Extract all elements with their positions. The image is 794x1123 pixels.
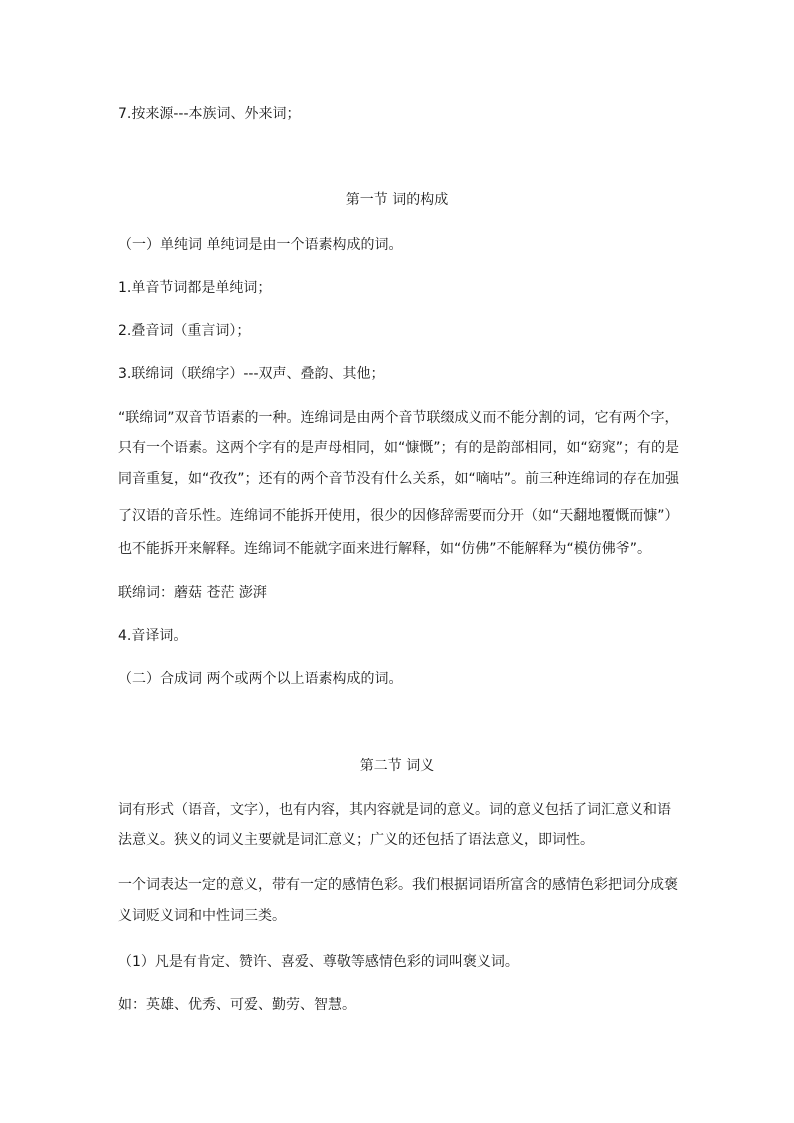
binome-paragraph-line-3: 同音重复，如“孜孜”；还有的两个音节没有什么关系，如“嘀咕”。前三种连绵词的存在加强 <box>118 471 680 487</box>
transliteration-item: 4.音译词。 <box>118 628 188 644</box>
binome-examples: 联绵词：蘑菇 苍茫 澎湃 <box>118 585 267 601</box>
monosyllabic-item: 1.单音节词都是单纯词； <box>118 280 272 296</box>
binome-paragraph-line-4: 了汉语的音乐性。连绵词不能拆开使用，很少的因修辞需要而分开（如“天翻地覆慨而慷”） <box>118 508 679 524</box>
binome-paragraph-line-5: 也不能拆开来解释。连绵词不能就字面来进行解释，如“仿佛”不能解释为“模仿佛爷”。 <box>118 541 652 557</box>
emotion-paragraph-line-2: 义词贬义词和中性词三类。 <box>118 908 286 924</box>
binome-paragraph-line-2: 只有一个语素。这两个字有的是声母相同，如“慷慨”；有的是韵部相同，如“窈窕”；有的是 <box>118 440 680 456</box>
section-1-title: 第一节 词的构成 <box>345 192 449 208</box>
binome-paragraph-line-1: “联绵词”双音节语素的一种。连绵词是由两个音节联缀成义而不能分割的词，它有两个字， <box>118 410 679 426</box>
commendatory-item: （1）凡是有肯定、赞许、喜爱、尊敬等感情色彩的词叫褒义词。 <box>118 954 519 970</box>
commendatory-examples: 如：英雄、优秀、可爱、勤劳、智慧。 <box>118 997 356 1013</box>
meaning-paragraph-line-2: 法意义。狭义的词义主要就是词汇意义；广义的还包括了语法意义，即词性。 <box>118 832 594 848</box>
simple-word-definition: （一）单纯词 单纯词是由一个语素构成的词。 <box>118 237 403 253</box>
meaning-paragraph-line-1: 词有形式（语音，文字），也有内容，其内容就是词的意义。词的意义包括了词汇意义和语 <box>118 802 671 818</box>
section-2-title: 第二节 词义 <box>359 758 435 774</box>
binome-item: 3.联绵词（联绵字）---双声、叠韵、其他； <box>118 366 385 382</box>
source-classification-line: 7.按来源---本族词、外来词； <box>118 106 301 122</box>
compound-word-definition: （二）合成词 两个或两个以上语素构成的词。 <box>118 671 403 687</box>
reduplicated-item: 2.叠音词（重言词）； <box>118 323 251 339</box>
emotion-paragraph-line-1: 一个词表达一定的意义，带有一定的感情色彩。我们根据词语所富含的感情色彩把词分成褒 <box>118 877 678 893</box>
